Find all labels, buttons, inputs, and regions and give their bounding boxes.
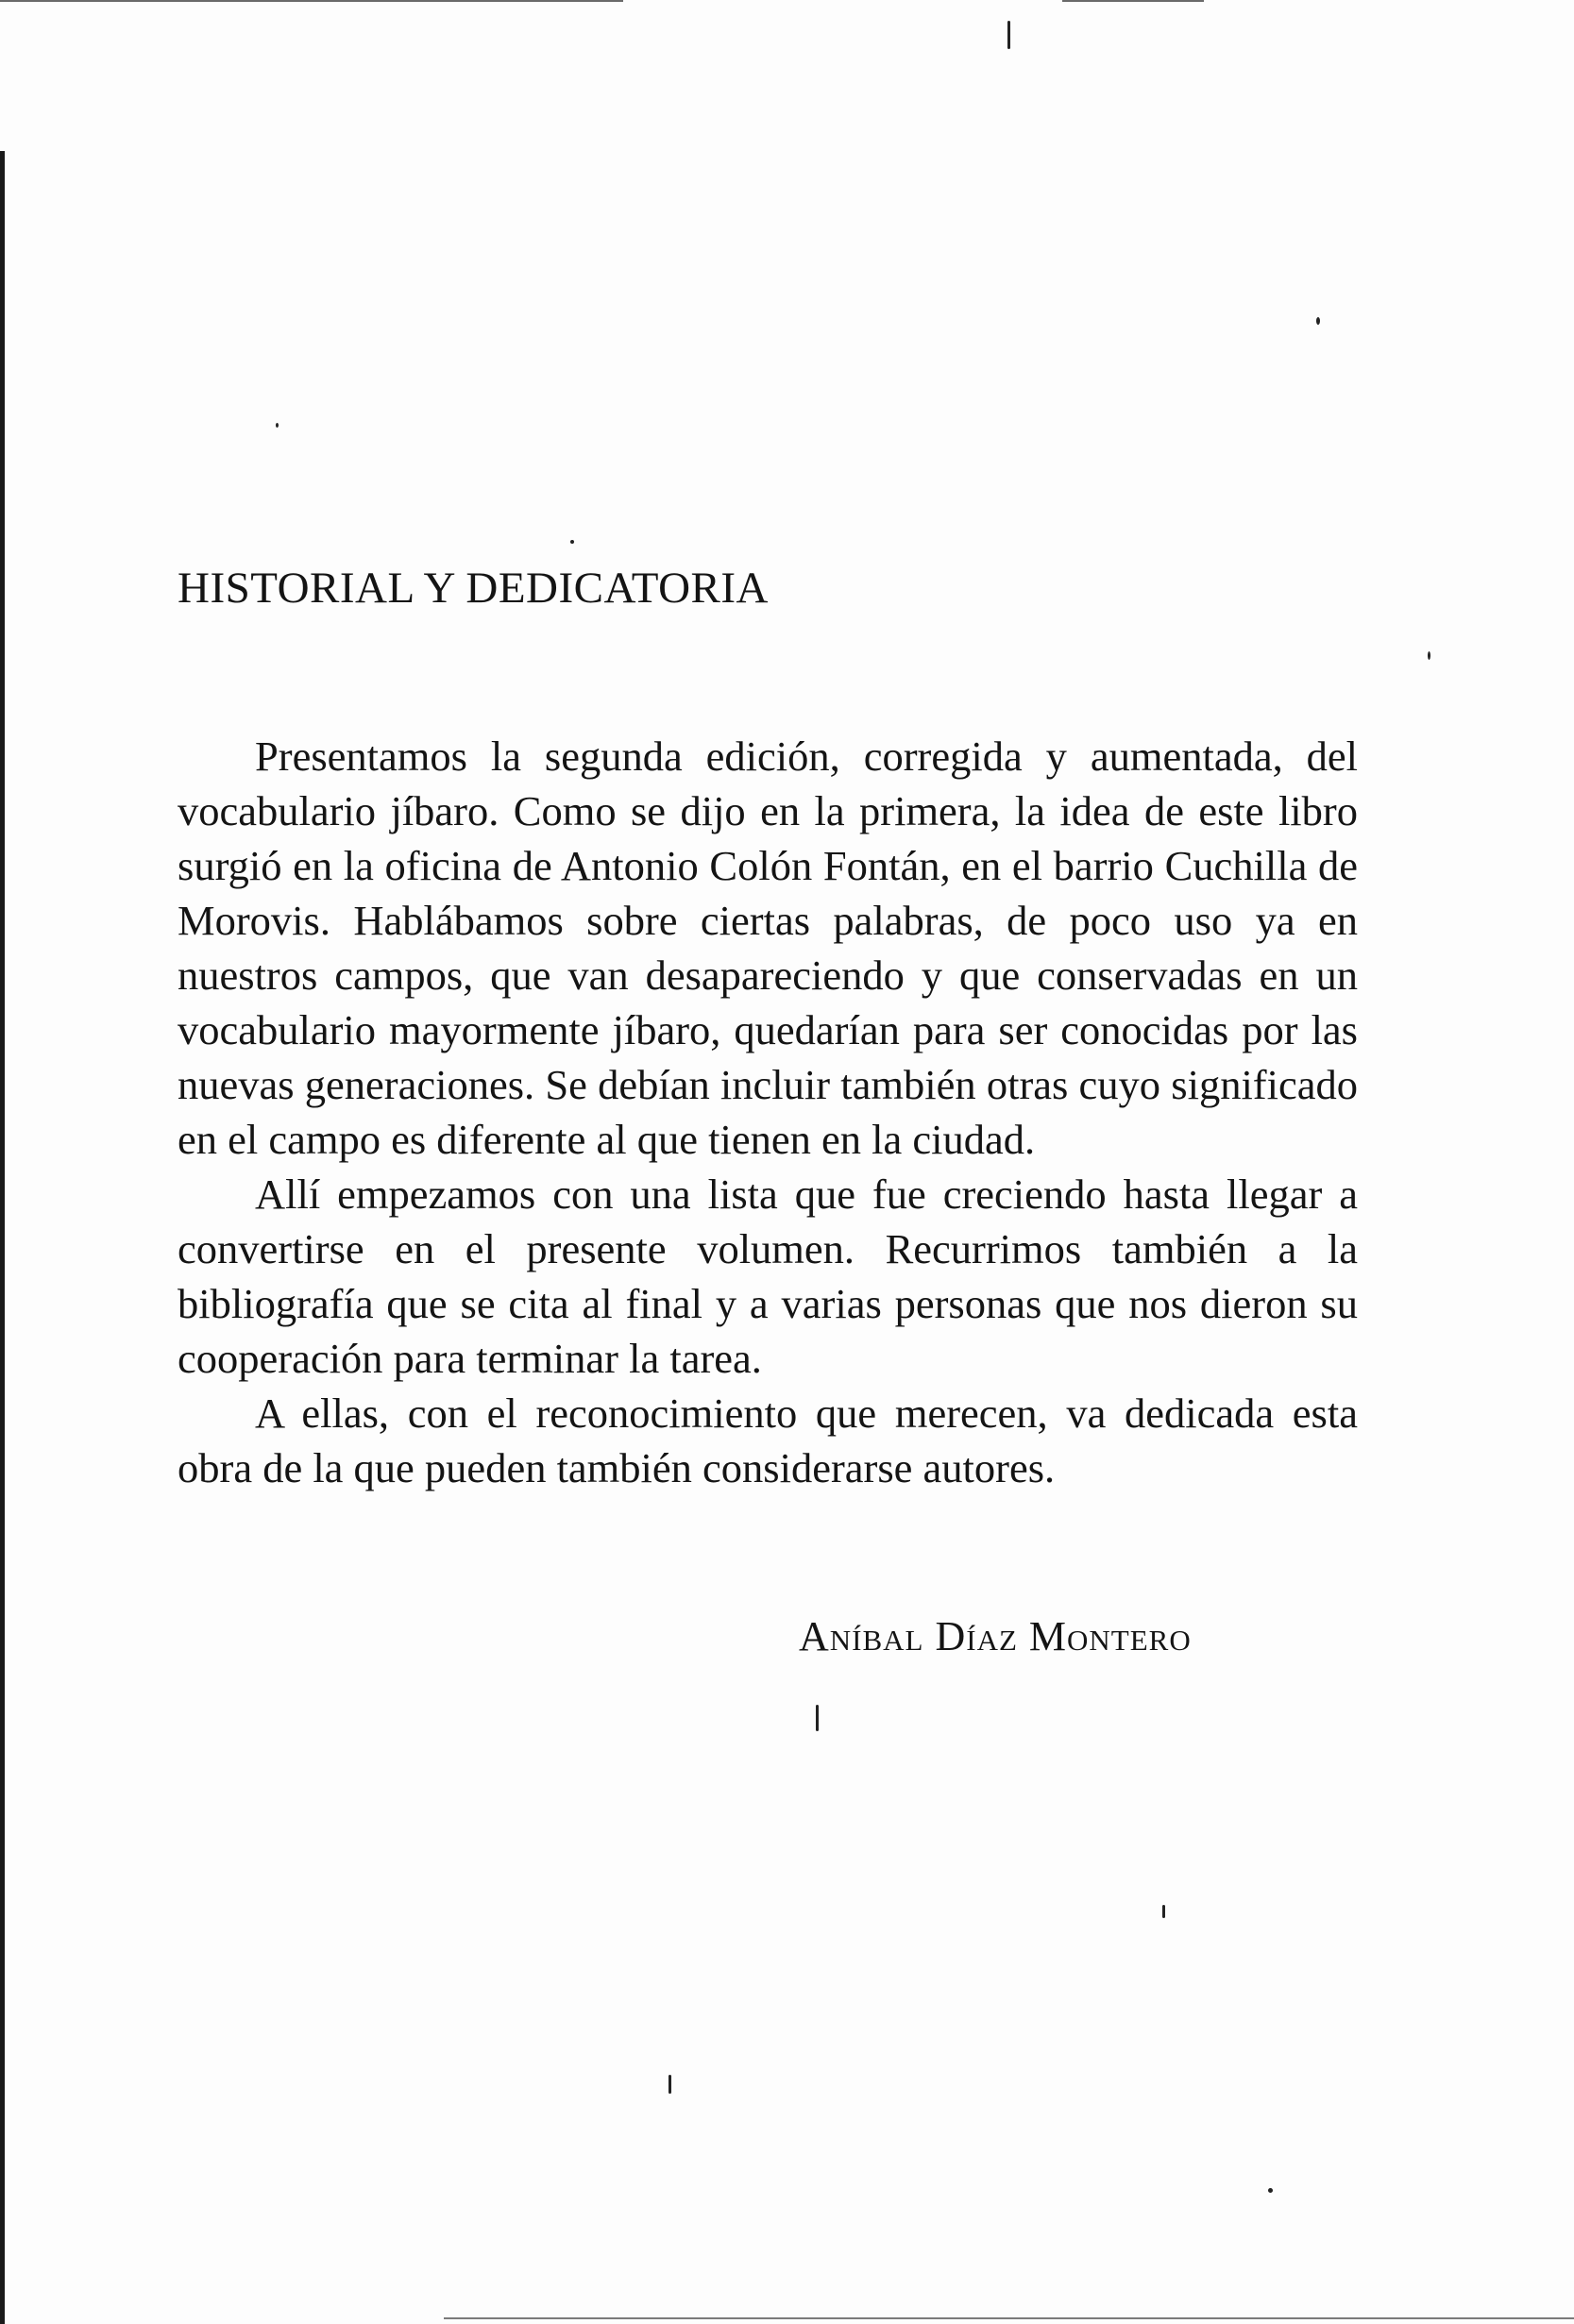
scan-edge-left: [0, 151, 5, 2324]
author-signature: Aníbal Díaz Montero: [799, 1613, 1192, 1659]
scan-speck: [1316, 317, 1320, 325]
scan-speck: [669, 2075, 671, 2094]
scan-speck: [570, 540, 574, 544]
scan-edge-bottom: [444, 2317, 1574, 2319]
scan-edge-top: [0, 0, 623, 2]
scan-speck: [1268, 2188, 1273, 2193]
scan-speck: [276, 423, 279, 428]
scan-speck: [1007, 21, 1010, 49]
scan-speck: [1428, 651, 1430, 660]
body-text: [178, 729, 1358, 1495]
scan-speck: [1162, 1905, 1165, 1918]
scan-edge-top-right: [1062, 0, 1204, 2]
scan-speck: [816, 1705, 819, 1731]
page-title: HISTORIAL Y DEDICATORIA: [178, 564, 769, 613]
paragraph-1: Presentamos la segunda edición, corregida y aumentada, del vocabulario jíbaro. Como se dijo en la primera, la idea de este libro surgió en la oficina de Antonio Colón Fontán, en el barrio Cuchilla de Morovis. Hablábamos sobre ciertas palabras, de poco uso ya en nuestros campos, que van desapareciendo y que conservadas en un vocabulario mayormente jíbaro, quedarían para ser conocidas por las nuevas generaciones. Se debían incluir también otras cuyo significado en el campo es diferente al que tienen en la ciudad.: [178, 733, 1358, 1163]
paragraph-2: Allí empezamos con una lista que fue creciendo hasta llegar a convertirse en el presente volumen. Recurrimos también a la bibliografía que se cita al final y a varias personas que nos dieron su cooperación para terminar la tarea.: [178, 1170, 1358, 1382]
paragraph-3: A ellas, con el reconocimiento que merecen, va dedicada esta obra de la que pueden también considerarse autores.: [178, 1389, 1358, 1491]
